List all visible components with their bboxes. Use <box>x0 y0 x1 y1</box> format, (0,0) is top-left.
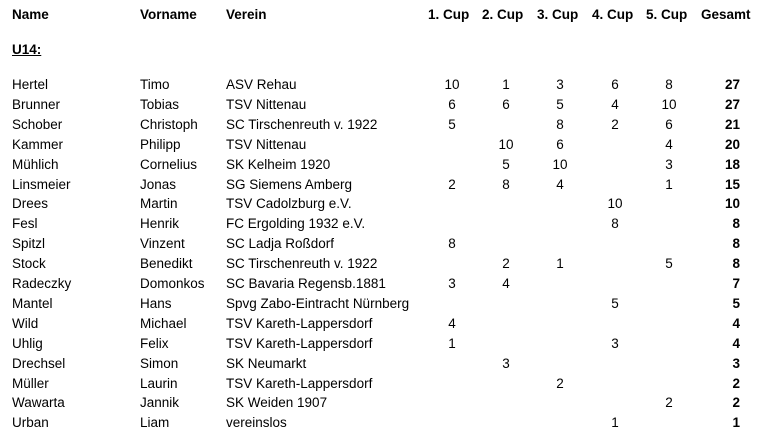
table-row <box>0 157 767 176</box>
table-row <box>0 216 767 235</box>
cell-cup4: 10 <box>607 196 623 211</box>
section-label-u14: U14: <box>12 42 42 57</box>
table-row <box>0 336 767 355</box>
cell-gesamt: 8 <box>732 216 740 231</box>
table-row <box>0 77 767 96</box>
header-cup3: 3. Cup <box>537 7 579 22</box>
cell-name: Wild <box>12 316 39 331</box>
table-row <box>0 177 767 196</box>
cell-name: Drees <box>12 196 49 211</box>
cell-cup3: 3 <box>556 77 564 92</box>
cell-vorname: Philipp <box>140 137 181 152</box>
cell-name: Hertel <box>12 77 49 92</box>
cell-cup1: 6 <box>448 97 456 112</box>
cell-gesamt: 7 <box>732 276 740 291</box>
cell-verein: FC Ergolding 1932 e.V. <box>226 216 366 231</box>
cell-cup5: 10 <box>661 97 677 112</box>
table-row <box>0 395 767 414</box>
cell-cup5: 5 <box>665 256 673 271</box>
cell-verein: SC Tirschenreuth v. 1922 <box>226 256 378 271</box>
cell-name: Mantel <box>12 296 53 311</box>
cell-verein: SK Weiden 1907 <box>226 395 328 410</box>
cell-cup1: 3 <box>448 276 456 291</box>
table-row <box>0 316 767 335</box>
cell-cup4: 1 <box>611 415 619 430</box>
header-cup5: 5. Cup <box>646 7 688 22</box>
cell-cup1: 10 <box>444 77 460 92</box>
table-row <box>0 256 767 275</box>
cell-cup5: 6 <box>665 117 673 132</box>
cell-cup5: 1 <box>665 177 673 192</box>
table-row <box>0 296 767 315</box>
cell-name: Drechsel <box>12 356 66 371</box>
cell-verein: TSV Cadolzburg e.V. <box>226 196 352 211</box>
cell-gesamt: 4 <box>732 336 740 351</box>
cell-verein: ASV Rehau <box>226 77 297 92</box>
cell-verein: SC Bavaria Regensb.1881 <box>226 276 386 291</box>
cell-verein: SG Siemens Amberg <box>226 177 353 192</box>
table-row <box>0 415 767 434</box>
table-row <box>0 236 767 255</box>
cell-vorname: Laurin <box>140 376 178 391</box>
table-row <box>0 97 767 116</box>
cell-cup5: 8 <box>665 77 673 92</box>
cell-gesamt: 8 <box>732 236 740 251</box>
cell-cup2: 8 <box>502 177 510 192</box>
cell-verein: Spvg Zabo-Eintracht Nürnberg <box>226 296 410 311</box>
cell-gesamt: 27 <box>724 97 740 112</box>
cell-name: Fesl <box>12 216 38 231</box>
cell-verein: TSV Nittenau <box>226 97 307 112</box>
cell-gesamt: 5 <box>732 296 740 311</box>
cell-vorname: Felix <box>140 336 169 351</box>
cell-name: Wawarta <box>12 395 65 410</box>
cell-vorname: Henrik <box>140 216 180 231</box>
cell-name: Uhlig <box>12 336 43 351</box>
cell-verein: vereinslos <box>226 415 287 430</box>
cell-cup2: 2 <box>502 256 510 271</box>
cell-verein: SC Ladja Roßdorf <box>226 236 335 251</box>
cell-cup1: 8 <box>448 236 456 251</box>
header-gesamt: Gesamt <box>701 7 751 22</box>
cell-name: Radeczky <box>12 276 72 291</box>
cell-name: Schober <box>12 117 63 132</box>
table-row <box>0 376 767 395</box>
header-vorname: Vorname <box>140 7 197 22</box>
header-cup1: 1. Cup <box>428 7 470 22</box>
cell-name: Mühlich <box>12 157 59 172</box>
cell-cup2: 4 <box>502 276 510 291</box>
table-row <box>0 276 767 295</box>
cell-name: Urban <box>12 415 49 430</box>
cell-gesamt: 3 <box>732 356 740 371</box>
cell-cup2: 5 <box>502 157 510 172</box>
cell-vorname: Domonkos <box>140 276 205 291</box>
cell-vorname: Martin <box>140 196 178 211</box>
cell-cup2: 3 <box>502 356 510 371</box>
table-row <box>0 356 767 375</box>
cell-cup5: 2 <box>665 395 673 410</box>
cell-gesamt: 10 <box>724 196 740 211</box>
cell-cup5: 3 <box>665 157 673 172</box>
cell-gesamt: 21 <box>724 117 740 132</box>
cell-gesamt: 8 <box>732 256 740 271</box>
cell-verein: SK Kelheim 1920 <box>226 157 331 172</box>
cell-verein: SK Neumarkt <box>226 356 307 371</box>
cell-gesamt: 2 <box>732 395 740 410</box>
cell-gesamt: 2 <box>732 376 740 391</box>
cell-vorname: Tobias <box>140 97 180 112</box>
cell-cup3: 8 <box>556 117 564 132</box>
cell-vorname: Benedikt <box>140 256 193 271</box>
cell-name: Stock <box>12 256 46 271</box>
header-cup2: 2. Cup <box>482 7 524 22</box>
cell-cup4: 3 <box>611 336 619 351</box>
cell-cup3: 4 <box>556 177 564 192</box>
cell-cup3: 5 <box>556 97 564 112</box>
cell-gesamt: 15 <box>724 177 740 192</box>
cell-cup4: 2 <box>611 117 619 132</box>
cell-vorname: Simon <box>140 356 179 371</box>
cell-name: Brunner <box>12 97 61 112</box>
table-row <box>0 117 767 136</box>
cell-verein: TSV Nittenau <box>226 137 307 152</box>
cell-vorname: Jannik <box>140 395 180 410</box>
cell-vorname: Hans <box>140 296 172 311</box>
cell-name: Kammer <box>12 137 64 152</box>
cell-vorname: Liam <box>140 415 170 430</box>
cell-gesamt: 18 <box>724 157 740 172</box>
cell-cup2: 6 <box>502 97 510 112</box>
table-row <box>0 137 767 156</box>
cell-cup3: 10 <box>552 157 568 172</box>
header-name: Name <box>12 7 49 22</box>
cell-gesamt: 1 <box>732 415 740 430</box>
cell-name: Spitzl <box>12 236 46 251</box>
cell-cup1: 5 <box>448 117 456 132</box>
cell-cup3: 1 <box>556 256 564 271</box>
cell-cup1: 4 <box>448 316 456 331</box>
cell-cup5: 4 <box>665 137 673 152</box>
cell-gesamt: 20 <box>724 137 740 152</box>
cell-verein: TSV Kareth-Lappersdorf <box>226 336 373 351</box>
cell-vorname: Vinzent <box>140 236 185 251</box>
cell-name: Linsmeier <box>12 177 71 192</box>
cell-vorname: Cornelius <box>140 157 198 172</box>
cell-gesamt: 4 <box>732 316 740 331</box>
header-cup4: 4. Cup <box>592 7 634 22</box>
cell-cup4: 4 <box>611 97 619 112</box>
cell-vorname: Timo <box>140 77 170 92</box>
cell-vorname: Jonas <box>140 177 177 192</box>
cell-cup4: 5 <box>611 296 619 311</box>
cell-cup3: 6 <box>556 137 564 152</box>
cell-cup2: 10 <box>498 137 514 152</box>
cell-cup3: 2 <box>556 376 564 391</box>
cell-cup4: 6 <box>611 77 619 92</box>
cell-verein: SC Tirschenreuth v. 1922 <box>226 117 378 132</box>
cell-vorname: Michael <box>140 316 187 331</box>
cell-cup4: 8 <box>611 216 619 231</box>
cell-vorname: Christoph <box>140 117 198 132</box>
cell-cup2: 1 <box>502 77 510 92</box>
table-row <box>0 196 767 215</box>
cell-cup1: 1 <box>448 336 456 351</box>
cell-name: Müller <box>12 376 49 391</box>
header-verein: Verein <box>226 7 267 22</box>
cell-verein: TSV Kareth-Lappersdorf <box>226 316 373 331</box>
cell-verein: TSV Kareth-Lappersdorf <box>226 376 373 391</box>
cell-gesamt: 27 <box>724 77 740 92</box>
cell-cup1: 2 <box>448 177 456 192</box>
